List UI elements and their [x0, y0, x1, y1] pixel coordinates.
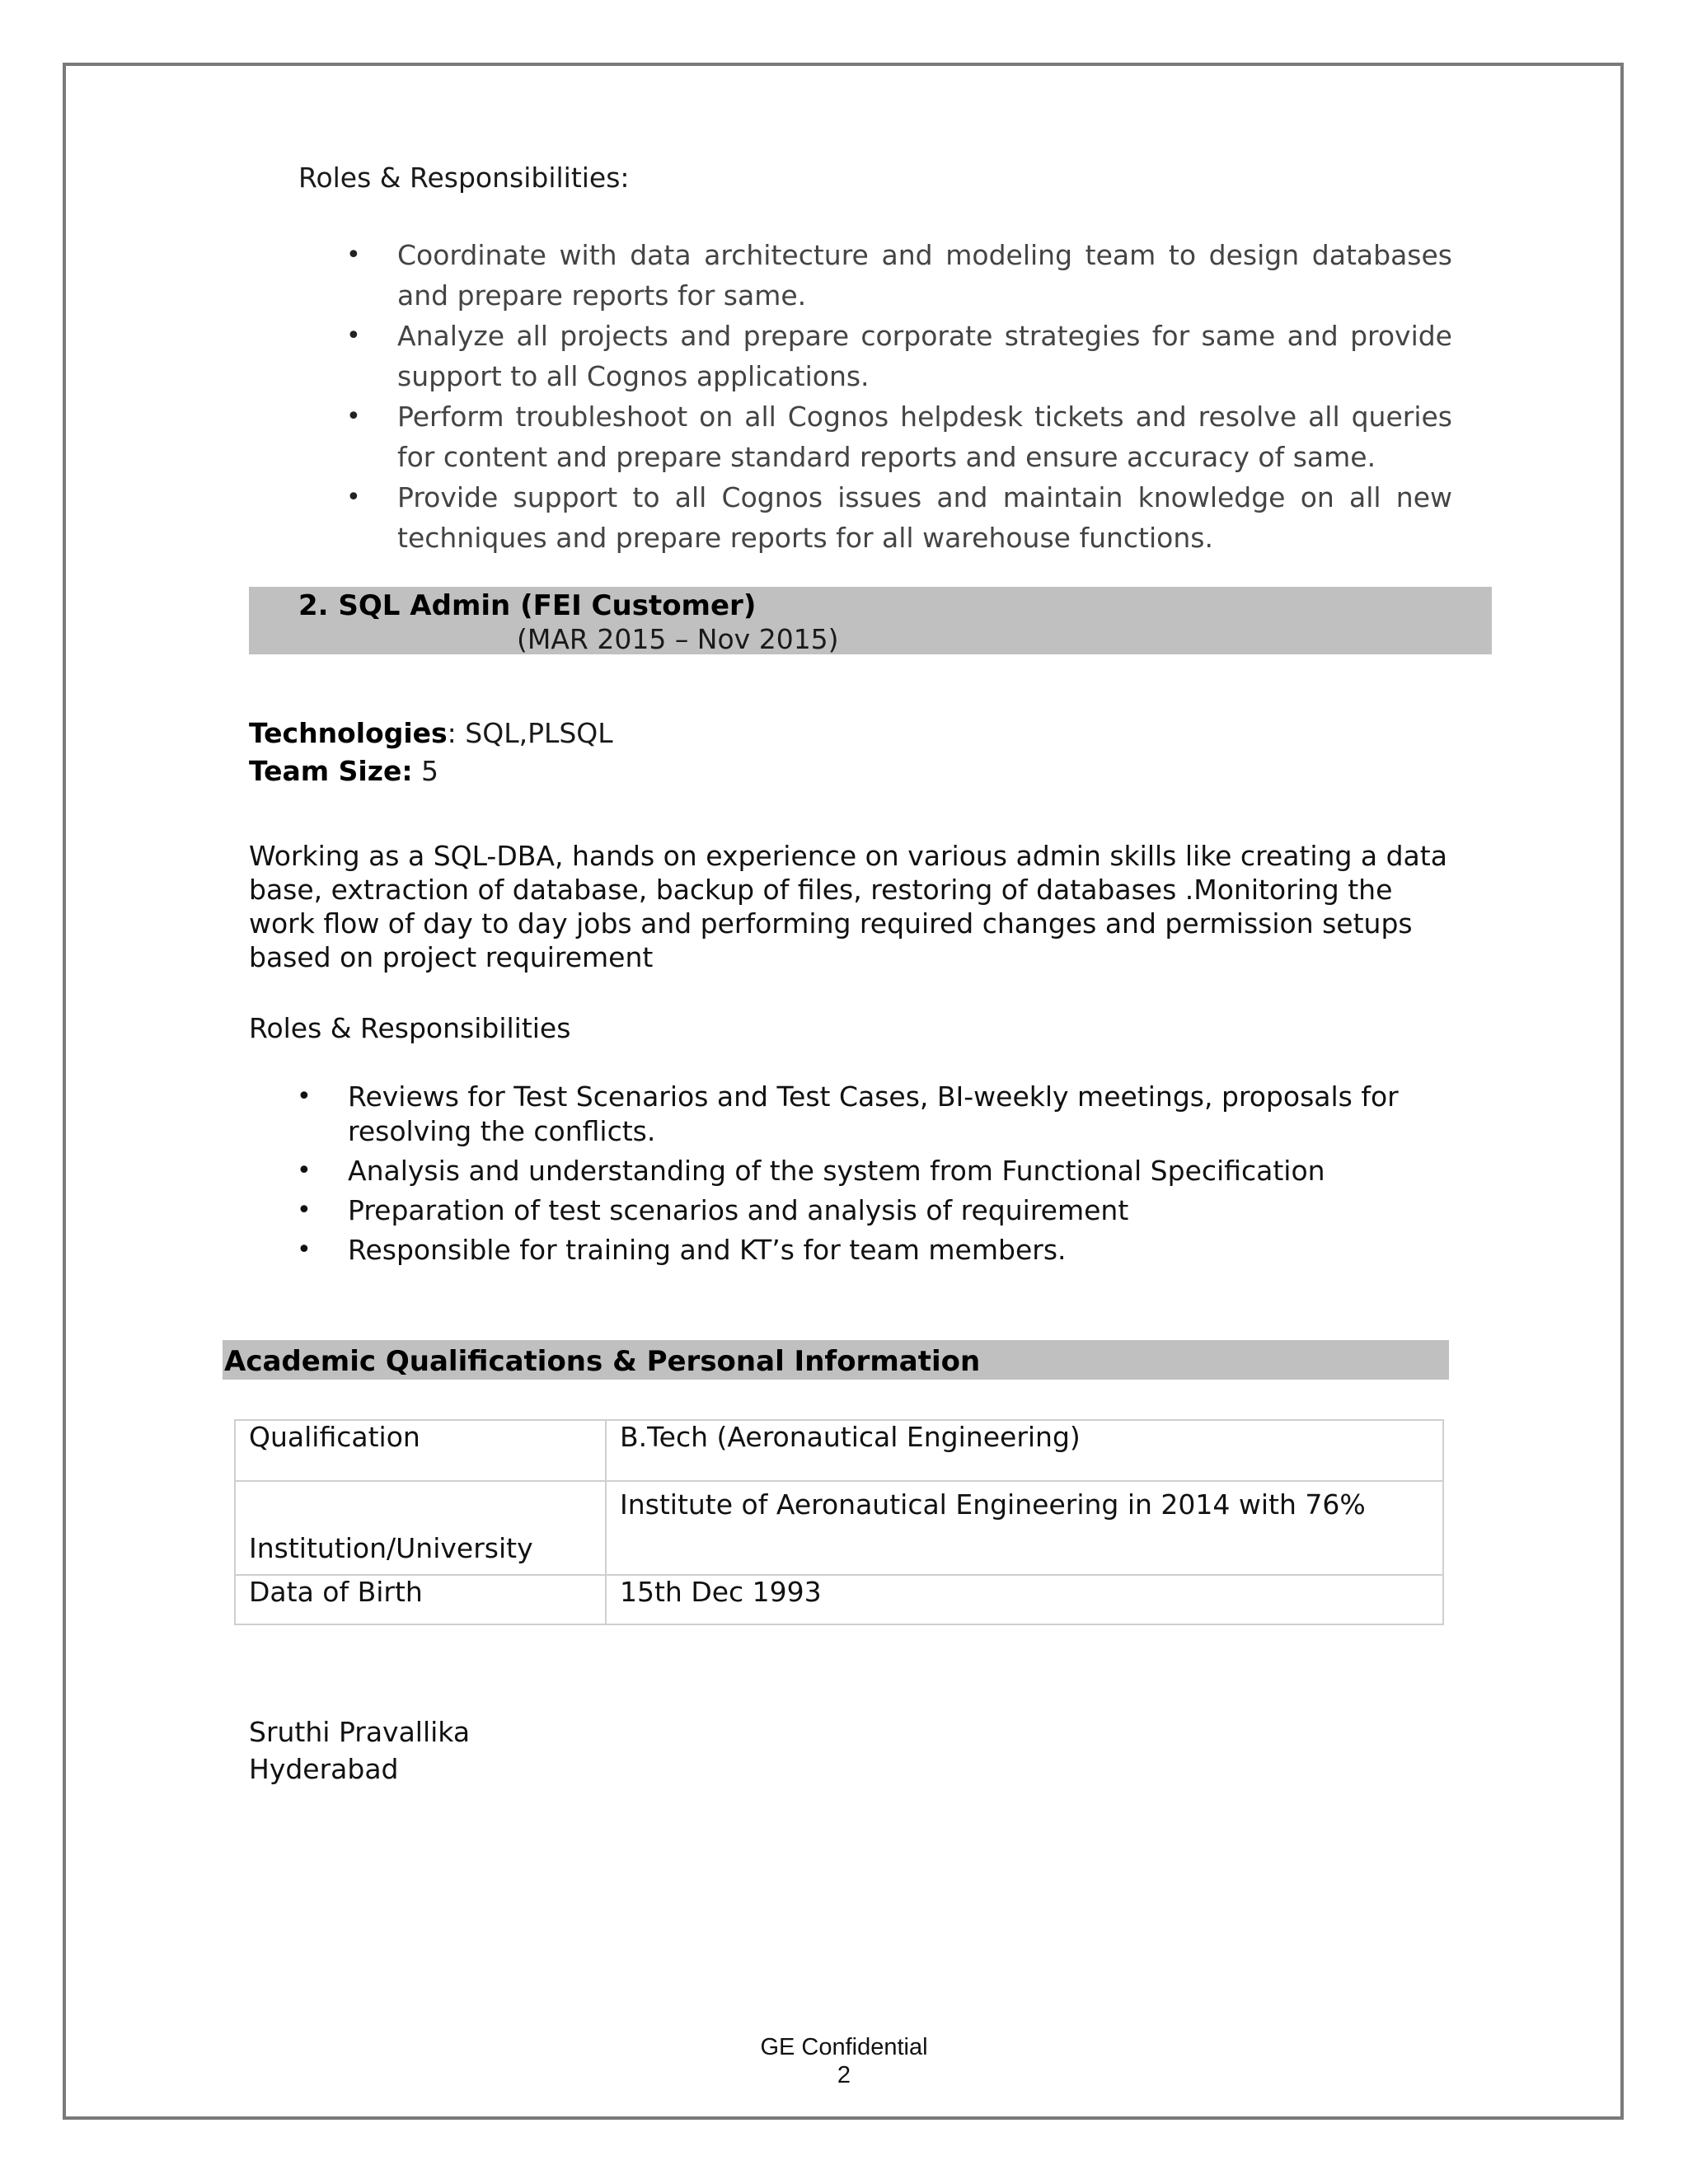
table-cell-value: B.Tech (Aeronautical Engineering) — [606, 1420, 1443, 1481]
table-cell-label: Qualification — [235, 1420, 606, 1481]
technologies-value: : SQL,PLSQL — [447, 717, 613, 749]
roles-heading-1: Roles & Responsibilities: — [298, 162, 630, 194]
table-cell-value: 15th Dec 1993 — [606, 1575, 1443, 1624]
table-row — [235, 1420, 1443, 1481]
list-item: • Coordinate with data architecture and modeling team to design databases and prepare reports for same. — [346, 235, 1452, 316]
list-item: • Analyze all projects and prepare corporate strategies for same and provide support to all Cognos applications. — [346, 316, 1452, 396]
project-dates: (MAR 2015 – Nov 2015) — [517, 623, 839, 655]
signature-city: Hyderabad — [249, 1753, 399, 1785]
team-size-label: Team Size: — [249, 755, 413, 787]
list-item: • Reviews for Test Scenarios and Test Cases, BI-weekly meetings, proposals for resolving the conflicts. — [297, 1080, 1451, 1149]
responsibilities-list-2 — [297, 1080, 1451, 1272]
technologies-line — [249, 717, 613, 749]
table-cell-label: Data of Birth — [235, 1575, 606, 1624]
signature-name: Sruthi Pravallika — [249, 1716, 471, 1748]
project-description: Working as a SQL-DBA, hands on experience on various admin skills like creating a data base, extraction of database, backup of files, restoring of databases .Monitoring the work flow of day to day jobs and performing required changes and permission setups based on project requirement — [249, 840, 1447, 973]
responsibilities-list-1 — [346, 235, 1452, 558]
table-cell-value: Institute of Aeronautical Engineering in 2014 with 76% — [606, 1481, 1443, 1575]
team-size-line — [249, 755, 438, 787]
table-row — [235, 1575, 1443, 1624]
list-item: • Responsible for training and KT’s for team members. — [297, 1233, 1451, 1268]
table-row — [235, 1481, 1443, 1575]
list-item: • Analysis and understanding of the system from Functional Specification — [297, 1154, 1451, 1188]
team-size-value: 5 — [412, 755, 439, 787]
qualifications-table — [234, 1419, 1444, 1625]
academic-heading: Academic Qualifications & Personal Information — [224, 1345, 981, 1378]
list-item: • Perform troubleshoot on all Cognos helpdesk tickets and resolve all queries for content and prepare standard reports and ensure accuracy of same. — [346, 396, 1452, 477]
footer-confidential: GE Confidential — [760, 2034, 928, 2060]
table-cell-label: Institution/University — [235, 1481, 606, 1575]
page-number: 2 — [837, 2062, 851, 2088]
technologies-label: Technologies — [249, 717, 448, 749]
list-item: • Preparation of test scenarios and analysis of requirement — [297, 1193, 1451, 1228]
roles-heading-2: Roles & Responsibilities — [249, 1012, 571, 1044]
list-item: • Provide support to all Cognos issues and maintain knowledge on all new techniques and prepare reports for all warehouse functions. — [346, 477, 1452, 558]
project-title: 2. SQL Admin (FEI Customer) — [298, 589, 757, 622]
